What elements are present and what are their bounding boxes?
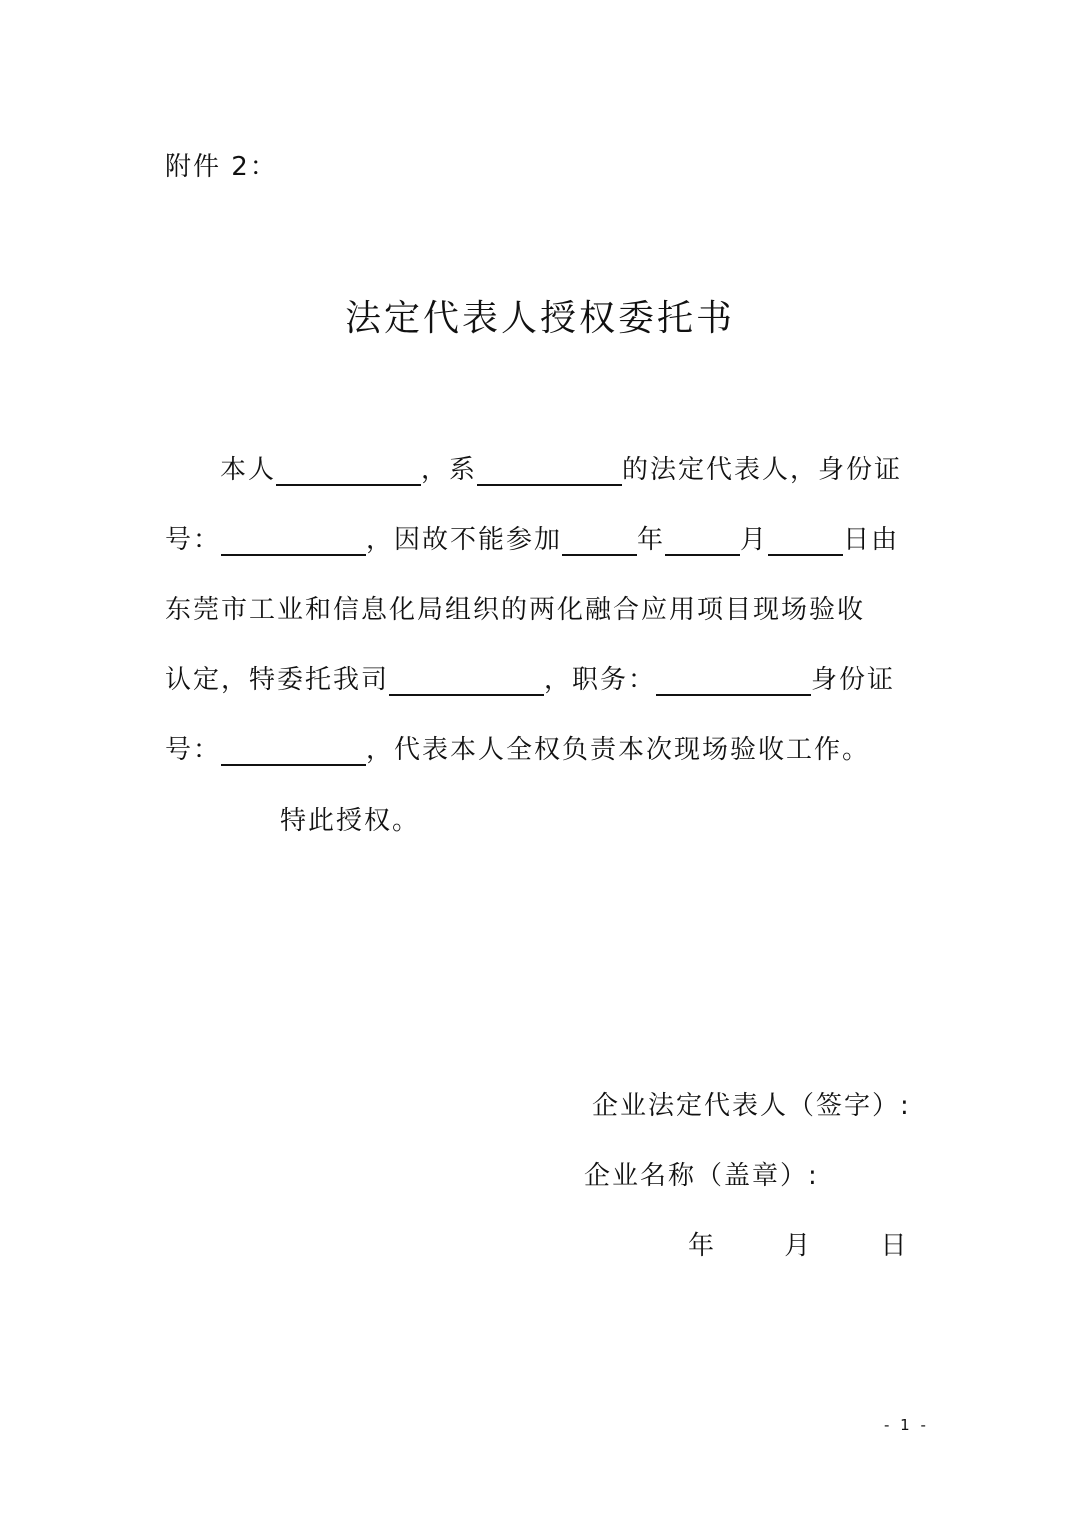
text-segment: ，因故不能参加 (366, 525, 563, 555)
blank-delegate-id-field (221, 734, 366, 766)
date-year: 年 (688, 1231, 715, 1261)
blank-delegate-field (389, 664, 544, 696)
text-segment: 本人 (220, 455, 277, 485)
text-segment: ，系 (421, 455, 478, 485)
blank-day-field (768, 524, 843, 556)
text-segment: ，职务： (544, 665, 657, 695)
document-title: 法定代表人授权委托书 (344, 298, 735, 339)
text-segment: 身份证 (811, 665, 896, 695)
blank-company-field (477, 454, 622, 486)
attachment-label: 附件 2： (165, 152, 278, 182)
legal-rep-signature-label: 企业法定代表人（签字）: (592, 1091, 911, 1121)
body-line-2 (165, 516, 920, 556)
body-line-5 (165, 726, 920, 766)
date-day: 日 (880, 1231, 907, 1261)
text-segment: 月 (740, 525, 769, 555)
blank-year-field (562, 524, 637, 556)
blank-month-field (665, 524, 740, 556)
body-line-3 (165, 586, 920, 626)
text-segment: 的法定代表人，身份证 (622, 455, 903, 485)
company-seal-label: 企业名称（盖章）: (584, 1161, 819, 1191)
date-month: 月 (784, 1231, 811, 1261)
signature-date (688, 1225, 907, 1262)
text-segment: 东莞市工业和信息化局组织的两化融合应用项目现场验收 (165, 595, 866, 625)
blank-position-field (656, 664, 811, 696)
page-number: - 1 - (884, 1416, 929, 1434)
closing-statement: 特此授权。 (280, 806, 421, 836)
text-segment: ，代表本人全权负责本次现场验收工作。 (366, 735, 871, 765)
blank-name-field (276, 454, 421, 486)
text-segment: 认定，特委托我司 (165, 665, 390, 695)
text-segment: 年 (637, 525, 666, 555)
text-segment: 日由 (843, 525, 900, 555)
blank-id-field (221, 524, 366, 556)
text-segment: 号： (165, 525, 222, 555)
body-line-1 (165, 446, 920, 486)
body-line-4 (165, 656, 920, 696)
text-segment: 号： (165, 735, 222, 765)
